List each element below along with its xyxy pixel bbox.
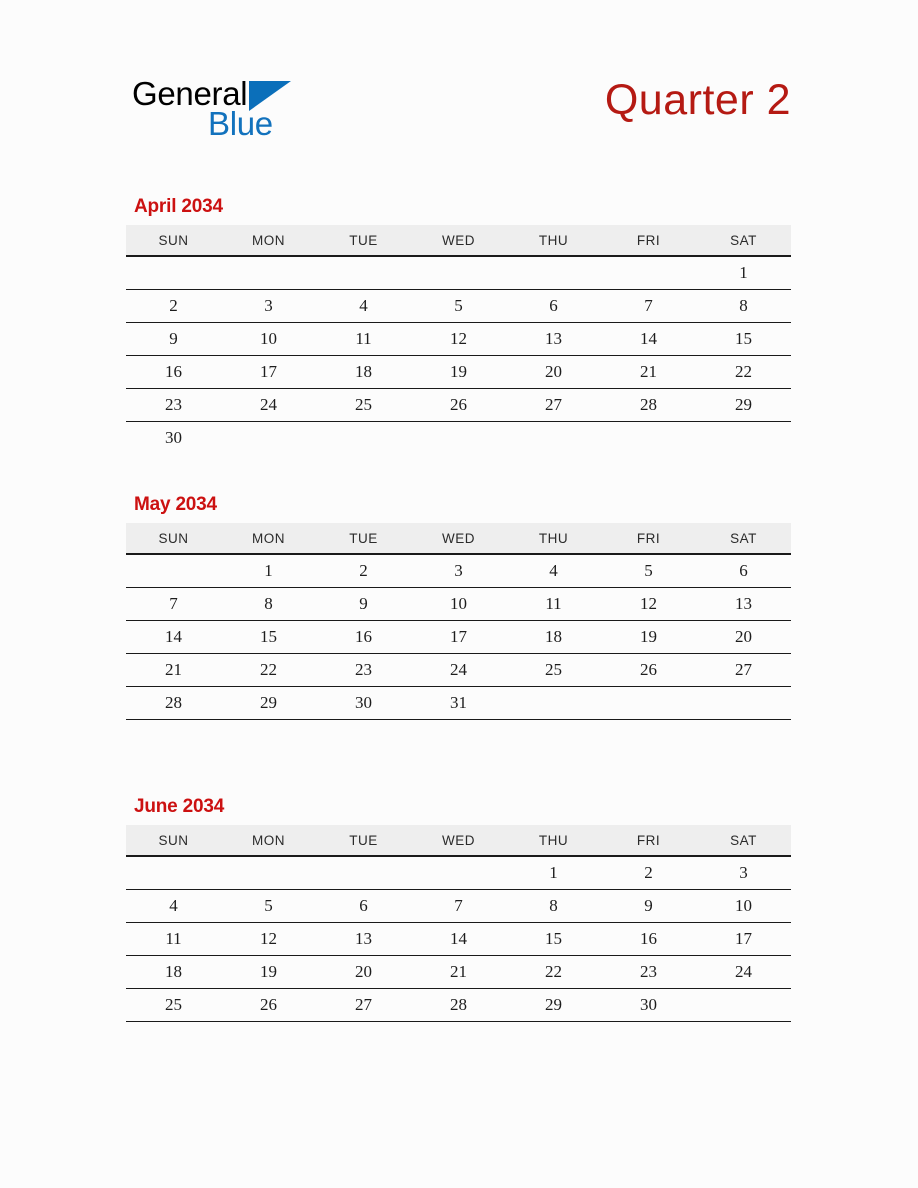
weekday-header-tue: TUE	[316, 523, 411, 554]
calendar-body	[126, 856, 791, 1022]
calendar-day-cell[interactable]: 22	[696, 356, 791, 389]
calendar-cell-empty	[601, 256, 696, 290]
calendar-day-cell[interactable]: 2	[126, 290, 221, 323]
calendar-day-cell[interactable]: 21	[601, 356, 696, 389]
calendar-day-cell[interactable]: 20	[696, 621, 791, 654]
calendar-day-cell[interactable]: 6	[696, 554, 791, 588]
calendar-week-row	[126, 654, 791, 687]
weekday-header-row	[126, 225, 791, 256]
calendar-day-cell[interactable]: 8	[696, 290, 791, 323]
calendar-day-cell[interactable]: 14	[601, 323, 696, 356]
calendar-week-row	[126, 989, 791, 1022]
calendar-day-cell[interactable]: 31	[411, 687, 506, 720]
weekday-header-mon: MON	[221, 225, 316, 256]
weekday-header-fri: FRI	[601, 523, 696, 554]
calendar-day-cell[interactable]: 6	[316, 890, 411, 923]
calendar-week-row	[126, 621, 791, 654]
calendar-cell-empty	[126, 256, 221, 290]
calendar-day-cell[interactable]: 23	[316, 654, 411, 687]
calendar-day-cell[interactable]: 13	[696, 588, 791, 621]
calendar-day-cell[interactable]: 12	[601, 588, 696, 621]
calendar-day-cell[interactable]: 1	[696, 256, 791, 290]
calendar-day-cell[interactable]: 5	[601, 554, 696, 588]
calendar-day-cell[interactable]: 20	[506, 356, 601, 389]
calendar-cell-empty	[696, 422, 791, 455]
calendar-cell-empty	[601, 687, 696, 720]
calendar-day-cell[interactable]: 3	[221, 290, 316, 323]
calendar-day-cell[interactable]: 7	[601, 290, 696, 323]
calendar-day-cell[interactable]: 12	[411, 323, 506, 356]
logo-text-general: General	[132, 75, 248, 112]
month-title: April 2034	[134, 196, 223, 217]
calendar-day-cell[interactable]: 16	[601, 923, 696, 956]
calendar-cell-empty	[316, 856, 411, 890]
calendar-day-cell[interactable]: 21	[126, 654, 221, 687]
logo-text-blue: Blue	[208, 105, 273, 142]
calendar-day-cell[interactable]: 28	[601, 389, 696, 422]
calendar-day-cell[interactable]: 25	[126, 989, 221, 1022]
calendar-day-cell[interactable]: 4	[316, 290, 411, 323]
calendar-day-cell[interactable]: 20	[316, 956, 411, 989]
calendar-cell-empty	[126, 554, 221, 588]
calendar-day-cell[interactable]: 30	[165, 428, 182, 447]
calendar-day-cell[interactable]: 9	[126, 323, 221, 356]
calendar-cell-empty	[411, 256, 506, 290]
calendar-cell-empty	[506, 256, 601, 290]
calendar-week-row	[126, 256, 791, 290]
calendar-day-cell[interactable]: 9	[316, 588, 411, 621]
calendar-day-cell[interactable]: 26	[601, 654, 696, 687]
calendar-cell-empty	[221, 256, 316, 290]
calendar-week-row	[126, 588, 791, 621]
month-title: May 2034	[134, 494, 217, 515]
calendar-week-row	[126, 856, 791, 890]
calendar-cell-empty	[506, 687, 601, 720]
calendar-day-cell[interactable]: 29	[696, 389, 791, 422]
weekday-header-fri: FRI	[601, 825, 696, 856]
calendar-day-cell[interactable]: 11	[506, 588, 601, 621]
weekday-header-wed: WED	[411, 825, 506, 856]
weekday-header-row	[126, 825, 791, 856]
calendar-cell-empty	[316, 256, 411, 290]
calendar-day-cell[interactable]: 26	[411, 389, 506, 422]
calendar-day-cell[interactable]: 1	[221, 554, 316, 588]
weekday-header-fri: FRI	[601, 225, 696, 256]
calendar-day-cell[interactable]: 19	[411, 356, 506, 389]
month-block-june	[126, 796, 791, 1022]
calendar-cell-empty	[696, 989, 791, 1022]
calendar-day-cell[interactable]: 1	[506, 856, 601, 890]
calendar-day-cell[interactable]: 14	[411, 923, 506, 956]
calendar-day-cell[interactable]: 3	[411, 554, 506, 588]
calendar-day-cell[interactable]: 10	[411, 588, 506, 621]
calendar-week-row	[126, 356, 791, 389]
weekday-header-sat: SAT	[696, 225, 791, 256]
calendar-week-row	[126, 687, 791, 720]
calendar-day-cell[interactable]: 26	[221, 989, 316, 1022]
calendar-week-row	[126, 290, 791, 323]
calendar-table-april	[126, 225, 791, 454]
weekday-header-thu: THU	[506, 825, 601, 856]
weekday-header-tue: TUE	[316, 825, 411, 856]
weekday-header-tue: TUE	[316, 225, 411, 256]
calendar-day-cell[interactable]: 30	[601, 989, 696, 1022]
calendar-body	[126, 256, 791, 454]
calendar-day-cell[interactable]: 3	[696, 856, 791, 890]
calendar-day-cell[interactable]: 15	[221, 621, 316, 654]
calendar-day-cell[interactable]: 14	[126, 621, 221, 654]
month-title: June 2034	[134, 796, 225, 817]
calendar-day-cell[interactable]: 28	[126, 687, 221, 720]
calendar-day-cell[interactable]: 25	[316, 389, 411, 422]
calendar-day-cell[interactable]: 13	[506, 323, 601, 356]
calendar-day-cell[interactable]: 27	[316, 989, 411, 1022]
calendar-day-cell[interactable]: 6	[506, 290, 601, 323]
calendar-day-cell[interactable]: 24	[411, 654, 506, 687]
calendar-day-cell[interactable]: 9	[601, 890, 696, 923]
calendar-table-june	[126, 825, 791, 1022]
weekday-header-sat: SAT	[696, 825, 791, 856]
calendar-body	[126, 554, 791, 720]
calendar-day-cell[interactable]: 27	[506, 389, 601, 422]
month-block-may	[126, 494, 791, 720]
weekday-header-wed: WED	[411, 523, 506, 554]
calendar-day-cell[interactable]: 15	[506, 923, 601, 956]
calendar-day-cell[interactable]: 2	[601, 856, 696, 890]
calendar-cell-empty	[221, 422, 316, 455]
calendar-cell-empty	[601, 422, 696, 455]
calendar-day-cell[interactable]: 8	[506, 890, 601, 923]
calendar-week-row	[126, 923, 791, 956]
weekday-header-thu: THU	[506, 225, 601, 256]
calendar-day-cell[interactable]: 18	[506, 621, 601, 654]
calendar-day-cell[interactable]: 13	[316, 923, 411, 956]
weekday-header-wed: WED	[411, 225, 506, 256]
calendar-cell-empty	[696, 687, 791, 720]
calendar-day-cell[interactable]: 23	[126, 389, 221, 422]
calendar-day-cell[interactable]: 5	[411, 290, 506, 323]
calendar-day-cell[interactable]: 24	[696, 956, 791, 989]
calendar-day-cell[interactable]: 8	[221, 588, 316, 621]
calendar-day-cell[interactable]: 12	[221, 923, 316, 956]
calendar-day-cell[interactable]: 11	[126, 923, 221, 956]
weekday-header-sun: SUN	[126, 523, 221, 554]
calendar-day-cell[interactable]: 11	[316, 323, 411, 356]
calendar-day-cell[interactable]: 17	[221, 356, 316, 389]
calendar-day-cell[interactable]: 4	[126, 890, 221, 923]
calendar-day-cell[interactable]: 17	[411, 621, 506, 654]
calendar-week-row	[126, 554, 791, 588]
calendar-day-cell[interactable]: 27	[696, 654, 791, 687]
weekday-header-mon: MON	[221, 825, 316, 856]
calendar-day-cell[interactable]: 5	[221, 890, 316, 923]
calendar-cell-empty	[221, 856, 316, 890]
quarter-title: Quarter 2	[604, 76, 791, 124]
calendar-day-cell[interactable]: 4	[506, 554, 601, 588]
calendar-day-cell[interactable]: 18	[126, 956, 221, 989]
weekday-header-mon: MON	[221, 523, 316, 554]
weekday-header-sun: SUN	[126, 825, 221, 856]
calendar-day-cell[interactable]: 16	[126, 356, 221, 389]
calendar-cell-empty	[411, 422, 506, 455]
calendar-table-may	[126, 523, 791, 720]
calendar-day-cell[interactable]: 22	[506, 956, 601, 989]
calendar-day-cell[interactable]: 19	[221, 956, 316, 989]
calendar-day-cell[interactable]: 24	[221, 389, 316, 422]
month-block-april	[126, 196, 791, 454]
calendar-week-row	[126, 323, 791, 356]
calendar-day-cell[interactable]: 18	[316, 356, 411, 389]
calendar-day-cell[interactable]: 25	[506, 654, 601, 687]
calendar-day-cell[interactable]: 28	[411, 989, 506, 1022]
general-blue-logo[interactable]	[132, 74, 322, 146]
calendar-week-row	[126, 422, 791, 455]
calendar-day-cell[interactable]: 15	[696, 323, 791, 356]
calendar-day-cell[interactable]: 23	[601, 956, 696, 989]
calendar-day-cell[interactable]: 7	[126, 588, 221, 621]
page-header	[126, 70, 791, 150]
calendar-day-cell[interactable]: 10	[696, 890, 791, 923]
calendar-cell-empty	[316, 422, 411, 455]
calendar-cell-empty	[126, 856, 221, 890]
calendar-day-cell[interactable]: 22	[221, 654, 316, 687]
calendar-cell-empty	[506, 422, 601, 455]
calendar-week-row	[126, 956, 791, 989]
calendar-cell-empty	[411, 856, 506, 890]
calendar-week-row	[126, 890, 791, 923]
calendar-day-cell[interactable]: 7	[411, 890, 506, 923]
calendar-day-cell[interactable]: 17	[696, 923, 791, 956]
calendar-day-cell[interactable]: 29	[506, 989, 601, 1022]
weekday-header-thu: THU	[506, 523, 601, 554]
calendar-day-cell[interactable]: 30	[316, 687, 411, 720]
weekday-header-sun: SUN	[126, 225, 221, 256]
calendar-day-cell[interactable]: 19	[601, 621, 696, 654]
calendar-day-cell[interactable]: 16	[316, 621, 411, 654]
weekday-header-sat: SAT	[696, 523, 791, 554]
calendar-day-cell[interactable]: 21	[411, 956, 506, 989]
weekday-header-row	[126, 523, 791, 554]
calendar-day-cell[interactable]: 29	[221, 687, 316, 720]
calendar-day-cell[interactable]: 10	[221, 323, 316, 356]
calendar-day-cell[interactable]: 2	[316, 554, 411, 588]
calendar-week-row	[126, 389, 791, 422]
